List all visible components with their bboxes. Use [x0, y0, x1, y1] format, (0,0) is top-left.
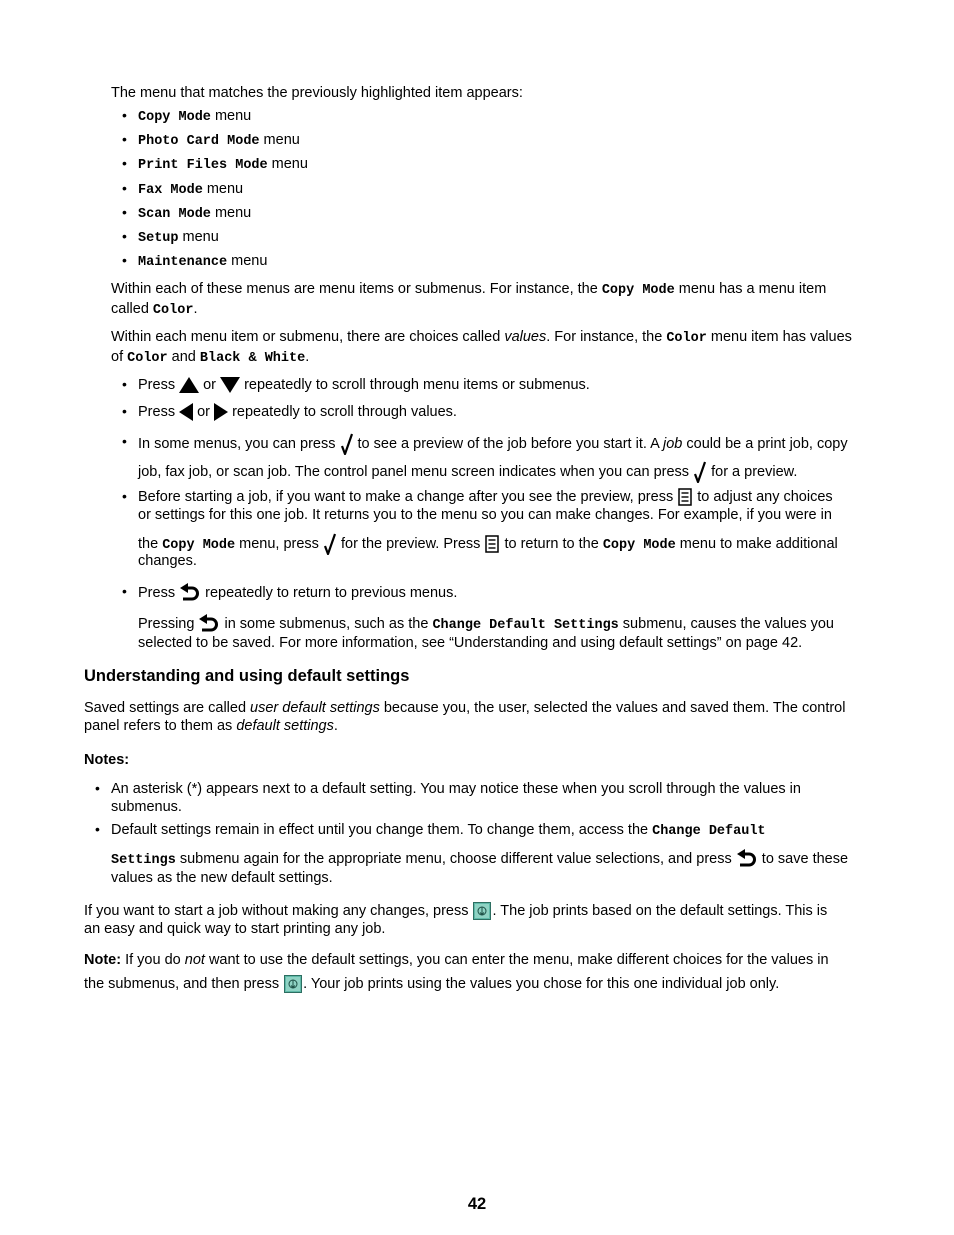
bullet-icon: • — [122, 228, 127, 244]
bullet-icon: • — [95, 780, 100, 796]
bullet-icon: • — [95, 821, 100, 837]
notes-label: Notes: — [84, 752, 130, 768]
menu-icon — [678, 488, 692, 506]
list-item: Press or repeatedly to scroll through menu items or submenus. — [138, 377, 590, 393]
back-icon — [199, 614, 219, 634]
list-item: Photo Card Mode menu — [138, 132, 300, 149]
menu-icon — [485, 535, 499, 553]
list-item: Copy Mode menu — [138, 108, 252, 125]
bullet-icon: • — [122, 488, 127, 504]
list-item: Fax Mode menu — [138, 181, 244, 198]
bullet-icon: • — [122, 252, 127, 268]
down-arrow-icon — [220, 377, 240, 393]
bullet-icon: • — [122, 433, 127, 449]
up-arrow-icon — [179, 377, 199, 393]
section-heading: Understanding and using default settings — [84, 667, 410, 685]
list-item: Setup menu — [138, 229, 219, 246]
list-item: Print Files Mode menu — [138, 156, 308, 173]
intro-text: The menu that matches the previously highlighted item appears: — [111, 85, 523, 101]
bullet-icon: • — [122, 583, 127, 599]
check-icon — [324, 533, 336, 555]
right-arrow-icon — [214, 403, 228, 421]
bullet-icon: • — [122, 131, 127, 147]
check-icon — [341, 433, 353, 455]
bullet-icon: • — [122, 204, 127, 220]
list-item: Press repeatedly to return to previous menus. — [138, 583, 457, 603]
start-icon — [473, 902, 491, 920]
bullet-icon: • — [122, 180, 127, 196]
list-item: Maintenance menu — [138, 253, 268, 270]
left-arrow-icon — [179, 403, 193, 421]
list-item: Press or repeatedly to scroll through values. — [138, 404, 457, 420]
check-icon — [694, 461, 706, 483]
page-number: 42 — [467, 1195, 487, 1213]
back-icon — [737, 849, 757, 869]
bullet-icon: • — [122, 376, 127, 392]
bullet-icon: • — [122, 107, 127, 123]
bullet-icon: • — [122, 155, 127, 171]
start-icon — [284, 975, 302, 993]
list-item: Scan Mode menu — [138, 205, 252, 222]
bullet-icon: • — [122, 403, 127, 419]
back-icon — [180, 583, 200, 603]
